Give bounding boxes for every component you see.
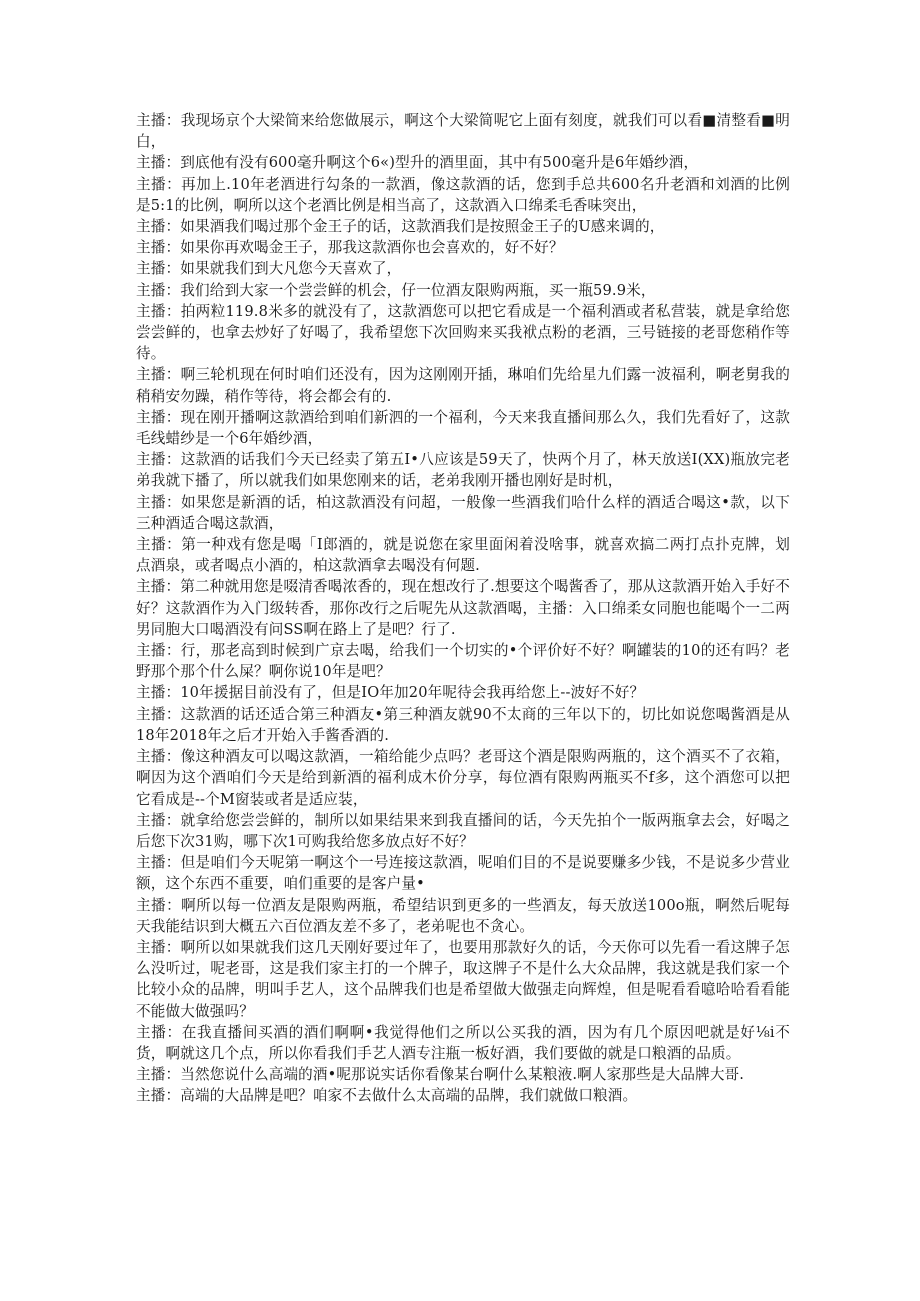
paragraph-text: 我现场京个大梁简来给您做展示，啊这个大梁简呢它上面有刻度，就我们可以看■清整看■明白， — [136, 112, 791, 151]
paragraph-text: 像这种酒友可以喝这款酒，一箱给能少点吗？老哥这个酒是限购两瓶的，这个酒买不了衣箱，啊因为这个酒咱们今天是给到新酒的福利成木价分享，每位酒有限购两瓶买不f多，这个酒您可以把它看成是--个M窗装或者是适应装， — [136, 748, 791, 808]
paragraph-text: 这款酒的话我们今天已经卖了第五I•八应该是59天了，快两个月了，林天放送I(XX)瓶放完老弟我就下播了，所以就我们如果您刚来的话，老弟我刚开播也刚好是时机， — [136, 451, 790, 490]
speaker-label: 主播： — [136, 302, 181, 320]
speaker-label: 主播： — [136, 175, 182, 193]
paragraph-text: 现在刚开播啊这款酒给到咱们新泗的一个福利，今天来我直播间那么久，我们先看好了，这款毛线蜡纱是一个6年婚纱酒， — [136, 408, 791, 448]
transcript-paragraph — [136, 1064, 790, 1085]
paragraph-text: 第一种戏有您是喝「I郎酒的，就是说您在家里面闲着没啥事，就喜欢搞二两打点扑克牌，划点酒泉，或者喝点小酒的，柏这款酒拿去喝没有何题. — [136, 536, 790, 575]
transcript-paragraph — [136, 640, 790, 682]
speaker-label: 主播： — [136, 239, 181, 257]
speaker-label: 主播： — [136, 451, 181, 469]
paragraph-text: 啊所以如果就我们这几天刚好要过年了，也要用那款好久的话，今天你可以先看一看这牌子怎么没听过，呢老哥，这是我们家主打的一个牌子，取这牌子不是什么大众品牌，我这就是我们家一个比较小众的品牌，明叫手艺人，这个品牌我们也是希望做大做强走向辉煌，但是呢看看噫哈哈看看能不能做大做强吗？ — [136, 938, 791, 1020]
transcript-paragraph — [136, 852, 790, 894]
paragraph-text: 如果您是新酒的话，柏这款酒没有问超，一般像一些酒我们哈什么样的酒适合喝这•款，以下三种酒适合喝这款酒， — [136, 493, 791, 532]
paragraph-text: 行，那老高到时候到广京去喝，给我们一个切实的•个评价好不好？啊罐装的10的还有吗？老野那个那个什么屎？啊你说10年是吧？ — [136, 642, 790, 681]
paragraph-text: 啊所以每一位酒友是限购两瓶，希望结识到更多的一些酒友，每天放送100o瓶，啊然后呢每天我能结识到大概五六百位酒友差不多了，老弟呢也不贪心。 — [136, 896, 791, 935]
transcript-body — [136, 110, 790, 1107]
speaker-label: 主播： — [136, 1066, 181, 1084]
speaker-label: 主播： — [136, 748, 181, 766]
speaker-label: 主播： — [136, 684, 181, 702]
speaker-label: 主播： — [136, 408, 181, 426]
transcript-paragraph — [136, 895, 790, 937]
speaker-label: 主播： — [136, 281, 181, 299]
paragraph-text: 如果酒我们喝过那个金王子的话，这款酒我们是按照金王子的U感来调的， — [180, 218, 665, 236]
transcript-paragraph — [136, 810, 790, 852]
speaker-label: 主播： — [136, 705, 181, 723]
paragraph-text: 如果就我们到大凡您今天喜欢了， — [180, 260, 402, 278]
transcript-paragraph — [136, 237, 790, 258]
transcript-paragraph — [136, 704, 790, 746]
transcript-paragraph — [136, 1022, 790, 1064]
paragraph-text: 拍两粒119.8米多的就没有了，这款酒您可以把它看成是一个福利酒或者私营装，就是拿给您尝尝鲜的，也拿去炒好了好喝了，我希望您下次回购来买我袱点粉的老酒，三号链接的老哥您稍作等待。 — [136, 302, 791, 363]
speaker-label: 主播： — [136, 218, 181, 236]
transcript-paragraph — [136, 746, 790, 810]
speaker-label: 主播： — [136, 366, 181, 384]
transcript-paragraph — [136, 110, 790, 152]
paragraph-text: 我们给到大家一个尝尝鲜的机会，仔一位酒友限购两瓶，买一瓶59.9米， — [180, 281, 656, 299]
speaker-label: 主播： — [136, 642, 181, 660]
transcript-paragraph — [136, 534, 790, 576]
transcript-paragraph — [136, 682, 790, 703]
paragraph-text: 高端的大品牌是吧？咱家不去做什么太高端的品牌，我们就做口粮酒。 — [180, 1087, 638, 1105]
paragraph-text: 如果你再欢喝金王子，那我这款酒你也会喜欢的，好不好？ — [180, 239, 564, 257]
speaker-label: 主播： — [136, 112, 181, 129]
speaker-label: 主播： — [136, 938, 181, 956]
speaker-label: 主播： — [136, 536, 182, 554]
transcript-paragraph — [136, 174, 790, 216]
paragraph-text: 但是咱们今天呢第一啊这个一号连接这款酒，呢咱们目的不是说要赚多少钱，不是说多少营业额，这个东西不重要，咱们重要的是客户量• — [136, 854, 791, 893]
speaker-label: 主播： — [136, 154, 181, 172]
transcript-paragraph — [136, 280, 790, 301]
paragraph-text: 在我直播间买酒的酒们啊啊•我觉得他们之所以公买我的酒，因为有几个原因吧就是好⅛i不货，啊就这几个点，所以你看我们手艺人酒专注瓶一板好酒，我们要做的就是口粮酒的品质。 — [136, 1023, 790, 1062]
paragraph-text: 这款酒的话还适合第三种酒友•第三种酒友就90不太商的三年以下的，切比如说您喝酱酒是从18年2018年之后才开始入手酱香酒的. — [136, 705, 790, 744]
speaker-label: 主播： — [136, 896, 182, 914]
speaker-label: 主播： — [136, 1087, 181, 1105]
transcript-paragraph — [136, 407, 790, 449]
paragraph-text: 第二种就用您是啜清香喝浓香的，现在想改行了.想要这个喝酱香了，那从这款酒开始入手好不好？这款酒作为入门级转香，那你改行之后呢先从这款酒喝，主播：入口绵柔女同胞也能喝个一二两男同胞大口喝酒没有问SS啊在路上了是吧？行了. — [136, 578, 790, 638]
transcript-paragraph — [136, 216, 790, 237]
transcript-paragraph — [136, 449, 790, 491]
speaker-label: 主播： — [136, 811, 181, 829]
speaker-label: 主播： — [136, 854, 181, 872]
transcript-paragraph — [136, 152, 790, 173]
transcript-paragraph — [136, 258, 790, 279]
paragraph-text: 当然您说什么高端的酒•呢那说实话你看像某台啊什么某粮液.啊人家那些是大品牌大哥. — [180, 1066, 745, 1084]
speaker-label: 主播： — [136, 493, 182, 511]
speaker-label: 主播： — [136, 1023, 182, 1041]
transcript-paragraph — [136, 301, 790, 365]
speaker-label: 主播： — [136, 260, 181, 278]
transcript-paragraph — [136, 1085, 790, 1106]
transcript-paragraph — [136, 492, 790, 534]
transcript-paragraph — [136, 364, 790, 406]
paragraph-text: 就拿给您尝尝鲜的，制所以如果结果来到我直播间的话，今天先拍个一版两瓶拿去会，好喝之后您下次31购，哪下次1可购我给您多放点好不好？ — [136, 811, 791, 850]
paragraph-text: 再加上.10年老酒进行勾条的一款酒，像这款酒的话，您到手总共600名升老酒和刘酒的比例是5:1的比例，啊所以这个老酒比例是相当高了，这款酒入口绵柔毛香味突出， — [136, 175, 790, 214]
paragraph-text: 到底他有没有600毫升啊这个6«)型升的酒里面，其中有500毫升是6年婚纱酒， — [180, 154, 699, 172]
transcript-paragraph — [136, 576, 790, 640]
transcript-paragraph — [136, 937, 790, 1022]
paragraph-text: 10年援据目前没有了，但是IO年加20年呢待会我再给您上--波好不好？ — [180, 684, 645, 702]
speaker-label: 主播： — [136, 578, 181, 596]
paragraph-text: 啊三轮机现在何时咱们还没有，因为这刚刚开插，琳咱们先给星九们露一波福利，啊老舅我的稍稍安勿躁，稍作等待，将会都会有的. — [136, 366, 791, 405]
